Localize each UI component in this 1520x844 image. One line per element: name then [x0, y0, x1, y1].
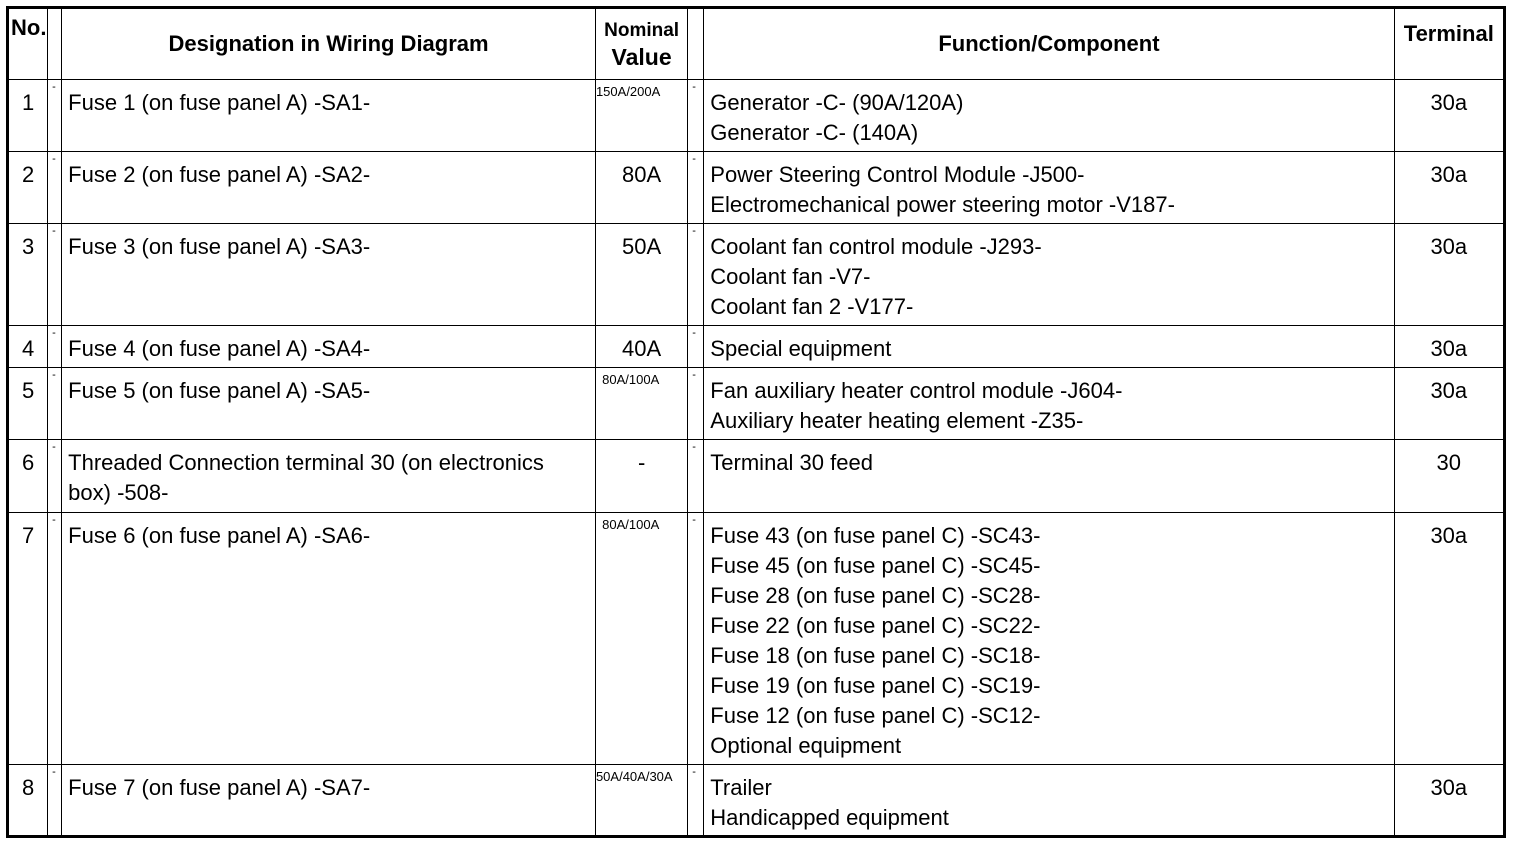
row-tick-cell: [48, 326, 62, 368]
row-func-tick-cell: [688, 152, 704, 224]
row-nominal-value: 40A: [595, 326, 687, 368]
header-tick-spacer: [48, 8, 62, 80]
function-line: Fuse 19 (on fuse panel C) -SC19-: [710, 672, 1041, 698]
header-no: No.: [8, 8, 48, 80]
row-terminal: 30a: [1394, 80, 1504, 152]
header-nominal-value: [595, 8, 687, 80]
row-function: [704, 152, 1394, 224]
row-nominal-value: -: [595, 440, 687, 512]
row-designation: Fuse 4 (on fuse panel A) -SA4-: [62, 326, 596, 368]
row-designation: Fuse 6 (on fuse panel A) -SA6-: [62, 512, 596, 764]
row-number: 8: [8, 764, 48, 836]
table-row: [8, 224, 1505, 326]
row-func-tick-cell: [688, 764, 704, 836]
row-designation: Fuse 7 (on fuse panel A) -SA7-: [62, 764, 596, 836]
function-line: Fan auxiliary heater control module -J604-: [710, 378, 1123, 404]
row-tick-cell: [48, 440, 62, 512]
table-row: [8, 440, 1505, 512]
row-terminal: 30a: [1394, 224, 1504, 326]
header-func-spacer: [688, 8, 704, 80]
row-tick-mark: -: [52, 513, 56, 526]
header-nominal-top: Nominal: [604, 20, 680, 41]
table-row: [8, 512, 1505, 764]
function-line: Fuse 45 (on fuse panel C) -SC45-: [710, 552, 1041, 578]
row-designation: Threaded Connection terminal 30 (on electronics box) -508-: [62, 440, 596, 512]
row-func-tick-mark: -: [692, 513, 696, 526]
row-tick-cell: [48, 512, 62, 764]
function-line: Generator -C- (140A): [710, 120, 919, 145]
function-line: Fuse 28 (on fuse panel C) -SC28-: [710, 582, 1041, 608]
row-nominal-value: 50A/40A/30A: [595, 764, 687, 836]
function-line: Terminal 30 feed: [710, 450, 873, 476]
row-terminal: 30a: [1394, 152, 1504, 224]
row-tick-mark: -: [52, 153, 56, 166]
row-func-tick-cell: [688, 326, 704, 368]
function-line: Coolant fan control module -J293-: [710, 234, 1042, 260]
row-tick-cell: [48, 152, 62, 224]
row-nominal-value: 80A: [595, 152, 687, 224]
row-terminal: 30a: [1394, 326, 1504, 368]
row-func-tick-mark: -: [692, 369, 696, 382]
row-func-tick-cell: [688, 512, 704, 764]
row-designation: Fuse 1 (on fuse panel A) -SA1-: [62, 80, 596, 152]
row-function: [704, 764, 1394, 836]
table-row: [8, 80, 1505, 152]
row-function: [704, 512, 1394, 764]
row-func-tick-mark: -: [692, 765, 696, 778]
row-number: 4: [8, 326, 48, 368]
row-number: 2: [8, 152, 48, 224]
header-function: Function/Component: [704, 8, 1394, 80]
function-line: Fuse 18 (on fuse panel C) -SC18-: [710, 642, 1041, 668]
row-designation: Fuse 3 (on fuse panel A) -SA3-: [62, 224, 596, 326]
row-number: 3: [8, 224, 48, 326]
table-row: [8, 326, 1505, 368]
row-function: [704, 368, 1394, 440]
row-number: 6: [8, 440, 48, 512]
row-function: [704, 80, 1394, 152]
row-tick-mark: -: [52, 441, 56, 454]
row-nominal-value: 80A/100A: [595, 368, 687, 440]
function-line: Optional equipment: [710, 732, 902, 758]
row-nominal-value: 150A/200A: [595, 80, 687, 152]
row-number: 7: [8, 512, 48, 764]
row-tick-mark: -: [52, 225, 56, 238]
row-tick-cell: [48, 368, 62, 440]
row-func-tick-cell: [688, 80, 704, 152]
row-func-tick-mark: -: [692, 327, 696, 340]
row-number: 5: [8, 368, 48, 440]
row-terminal: 30: [1394, 440, 1504, 512]
function-line: Special equipment: [710, 336, 892, 362]
function-line: Coolant fan 2 -V177-: [710, 294, 914, 320]
row-tick-mark: -: [52, 327, 56, 340]
row-tick-cell: [48, 764, 62, 836]
header-nominal-bottom: Value: [611, 44, 672, 70]
row-tick-mark: -: [52, 81, 56, 93]
function-line: Handicapped equipment: [710, 804, 949, 830]
row-function: [704, 326, 1394, 368]
row-func-tick-cell: [688, 224, 704, 326]
table-row: [8, 764, 1505, 836]
function-line: Coolant fan -V7-: [710, 264, 871, 290]
fuse-table: [6, 6, 1506, 838]
function-line: Generator -C- (90A/120A): [710, 90, 964, 115]
row-function: [704, 440, 1394, 512]
row-tick-cell: [48, 224, 62, 326]
row-func-tick-mark: -: [692, 81, 696, 93]
row-tick-cell: [48, 80, 62, 152]
function-line: Power Steering Control Module -J500-: [710, 162, 1085, 188]
function-line: Fuse 22 (on fuse panel C) -SC22-: [710, 612, 1041, 638]
row-function: [704, 224, 1394, 326]
row-number: 1: [8, 80, 48, 152]
row-designation: Fuse 5 (on fuse panel A) -SA5-: [62, 368, 596, 440]
row-func-tick-cell: [688, 440, 704, 512]
header-designation: Designation in Wiring Diagram: [62, 8, 596, 80]
row-func-tick-mark: -: [692, 441, 696, 454]
row-func-tick-mark: -: [692, 153, 696, 166]
row-terminal: 30a: [1394, 512, 1504, 764]
function-line: Electromechanical power steering motor -V187-: [710, 192, 1175, 218]
table-body: [8, 80, 1505, 837]
row-terminal: 30a: [1394, 368, 1504, 440]
row-func-tick-mark: -: [692, 225, 696, 238]
row-func-tick-cell: [688, 368, 704, 440]
row-tick-mark: -: [52, 369, 56, 382]
row-designation: Fuse 2 (on fuse panel A) -SA2-: [62, 152, 596, 224]
row-terminal: 30a: [1394, 764, 1504, 836]
function-line: Auxiliary heater heating element -Z35-: [710, 408, 1084, 434]
header-terminal: Terminal: [1394, 8, 1504, 80]
function-line: Fuse 43 (on fuse panel C) -SC43-: [710, 522, 1041, 548]
function-line: Fuse 12 (on fuse panel C) -SC12-: [710, 702, 1041, 728]
header-row: [8, 8, 1505, 80]
table-row: [8, 152, 1505, 224]
row-nominal-value: 80A/100A: [595, 512, 687, 764]
table-row: [8, 368, 1505, 440]
function-line: Trailer: [710, 774, 772, 800]
row-tick-mark: -: [52, 765, 56, 778]
row-nominal-value: 50A: [595, 224, 687, 326]
